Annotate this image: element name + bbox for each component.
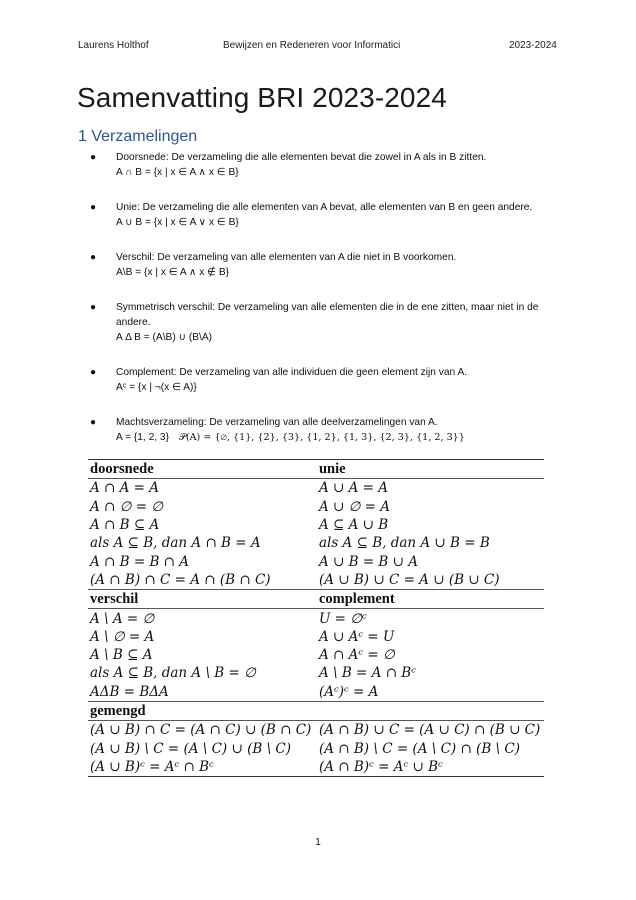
- table-row: [88, 683, 544, 702]
- set-laws-table: [88, 459, 544, 777]
- table-cell-left: doorsnede: [88, 460, 315, 479]
- table-cell-left: A ∩ B ⊆ A: [90, 517, 160, 534]
- definitions-list: [78, 150, 558, 465]
- table-section-header: [88, 701, 544, 720]
- table-cell-right: (Aᶜ)ᶜ = A: [318, 683, 379, 700]
- table-cell-left: A ∩ A = A: [88, 479, 315, 498]
- definition-formula: A Δ B = (A\B) ∪ (B\A): [116, 332, 213, 343]
- document-title: Samenvatting BRI 2023-2024: [77, 82, 447, 113]
- formula-powerset: 𝒫(A) = {∅, {1}, {2}, {3}, {1, 2}, {1, 3}, {2, 3}, {1, 2, 3}}: [178, 432, 465, 443]
- table-cell-left: (A ∪ B) \ C = (A \ C) ∪ (B \ C): [90, 740, 292, 757]
- table-row: [88, 609, 544, 628]
- list-item-complement: [78, 365, 558, 395]
- definition-formula: A\B = {x | x ∈ A ∧ x ∉ B}: [116, 267, 230, 278]
- table-cell-right: A ⊆ A ∪ B: [318, 517, 389, 534]
- table-cell-left: A ∩ B = B ∩ A: [90, 553, 190, 570]
- table-cell-right: (A ∪ B) ∪ C = A ∪ (B ∪ C): [318, 571, 500, 588]
- table-row: [88, 534, 544, 552]
- definition-formula: A ∩ B = {x | x ∈ A ∧ x ∈ B}: [116, 167, 239, 178]
- bullet-icon: ●: [90, 417, 97, 428]
- table-row: [88, 498, 544, 516]
- table-cell-right: A ∪ B = B ∪ A: [318, 553, 418, 570]
- table-cell-right: A ∪ A = A: [315, 479, 544, 498]
- definition-text: Doorsnede: De verzameling die alle elementen bevat die zowel in A als in B zitten.: [116, 152, 487, 163]
- table-cell-right: (A ∩ B)ᶜ = Aᶜ ∪ Bᶜ: [315, 758, 544, 777]
- table-row: [88, 479, 544, 498]
- table-cell-right: A ∩ Aᶜ = ∅: [318, 647, 395, 664]
- list-item-symmetrisch-verschil: [78, 300, 558, 345]
- definition-text: Symmetrisch verschil: De verzameling van alle elementen die in de ene zitten, maar niet in de andere.: [116, 302, 539, 328]
- table-row: [88, 628, 544, 646]
- table-section-header: [88, 460, 544, 479]
- header-course: Bewijzen en Redeneren voor Informatici: [223, 40, 401, 51]
- definition-formula: A ∪ B = {x | x ∈ A ∨ x ∈ B}: [116, 217, 239, 228]
- table-row: [88, 516, 544, 534]
- table-cell-left: A ∩ ∅ = ∅: [90, 498, 164, 515]
- table-row: [88, 721, 544, 740]
- table-cell-left: (A ∪ B) ∩ C = (A ∩ C) ∪ (B ∩ C): [88, 721, 315, 740]
- table-cell-right: A ∪ Aᶜ = U: [318, 628, 395, 645]
- table-cell-right: als A ⊆ B, dan A ∪ B = B: [318, 535, 490, 552]
- formula-set: A = {1, 2, 3}: [116, 432, 169, 443]
- definition-text: Unie: De verzameling die alle elementen van A bevat, alle elementen van B en geen andere.: [116, 202, 533, 213]
- table-cell-left: A \ A = ∅: [88, 609, 315, 628]
- bullet-icon: ●: [90, 252, 97, 263]
- table-row: [88, 739, 544, 757]
- table-cell-right: A ∪ ∅ = A: [318, 498, 391, 515]
- table-cell-left: (A ∩ B) ∩ C = A ∩ (B ∩ C): [90, 571, 271, 588]
- header-author: Laurens Holthof: [78, 40, 149, 51]
- table-cell-left: verschil: [88, 590, 315, 609]
- table-section-header: [88, 590, 544, 609]
- table-cell-left: A \ ∅ = A: [90, 628, 155, 645]
- table-row: [88, 571, 544, 590]
- bullet-icon: ●: [90, 202, 97, 213]
- page-number: 1: [315, 837, 321, 848]
- table-row: [88, 664, 544, 682]
- table-cell-right: A \ B = A ∩ Bᶜ: [318, 665, 416, 682]
- definition-text: Verschil: De verzameling van alle elementen van A die niet in B voorkomen.: [116, 252, 457, 263]
- list-item-unie: [78, 200, 558, 230]
- definition-formula: [116, 430, 558, 445]
- table-row: [88, 552, 544, 570]
- definition-formula: Aᶜ = {x | ¬(x ∈ A)}: [116, 382, 197, 393]
- list-item-verschil: [78, 250, 558, 280]
- table-row: [88, 646, 544, 664]
- table-cell-left: (A ∪ B)ᶜ = Aᶜ ∩ Bᶜ: [88, 758, 315, 777]
- definition-text: Machtsverzameling: De verzameling van alle deelverzamelingen van A.: [116, 417, 438, 428]
- table-row: [88, 758, 544, 777]
- table-cell-left: AΔB = BΔA: [90, 683, 169, 700]
- bullet-icon: ●: [90, 302, 97, 313]
- header-year: 2023-2024: [509, 40, 557, 51]
- table-cell-right: unie: [315, 460, 544, 479]
- table-cell-left: A \ B ⊆ A: [90, 647, 153, 664]
- bullet-icon: ●: [90, 367, 97, 378]
- table-cell-right: (A ∩ B) ∪ C = (A ∪ C) ∩ (B ∪ C): [315, 721, 544, 740]
- table-cell-left: gemengd: [88, 701, 315, 720]
- list-item-machtsverzameling: [78, 415, 558, 445]
- table-cell-right: U = ∅ᶜ: [315, 609, 544, 628]
- table-cell-left: als A ⊆ B, dan A \ B = ∅: [90, 665, 256, 682]
- definition-text: Complement: De verzameling van alle individuen die geen element zijn van A.: [116, 367, 468, 378]
- table-cell-right: (A ∩ B) \ C = (A \ C) ∩ (B \ C): [318, 740, 520, 757]
- table-cell-right: complement: [315, 590, 544, 609]
- section-heading: 1 Verzamelingen: [78, 128, 198, 145]
- table-cell-right: [315, 701, 544, 720]
- list-item-doorsnede: [78, 150, 558, 180]
- bullet-icon: ●: [90, 152, 97, 163]
- table-cell-left: als A ⊆ B, dan A ∩ B = A: [90, 535, 261, 552]
